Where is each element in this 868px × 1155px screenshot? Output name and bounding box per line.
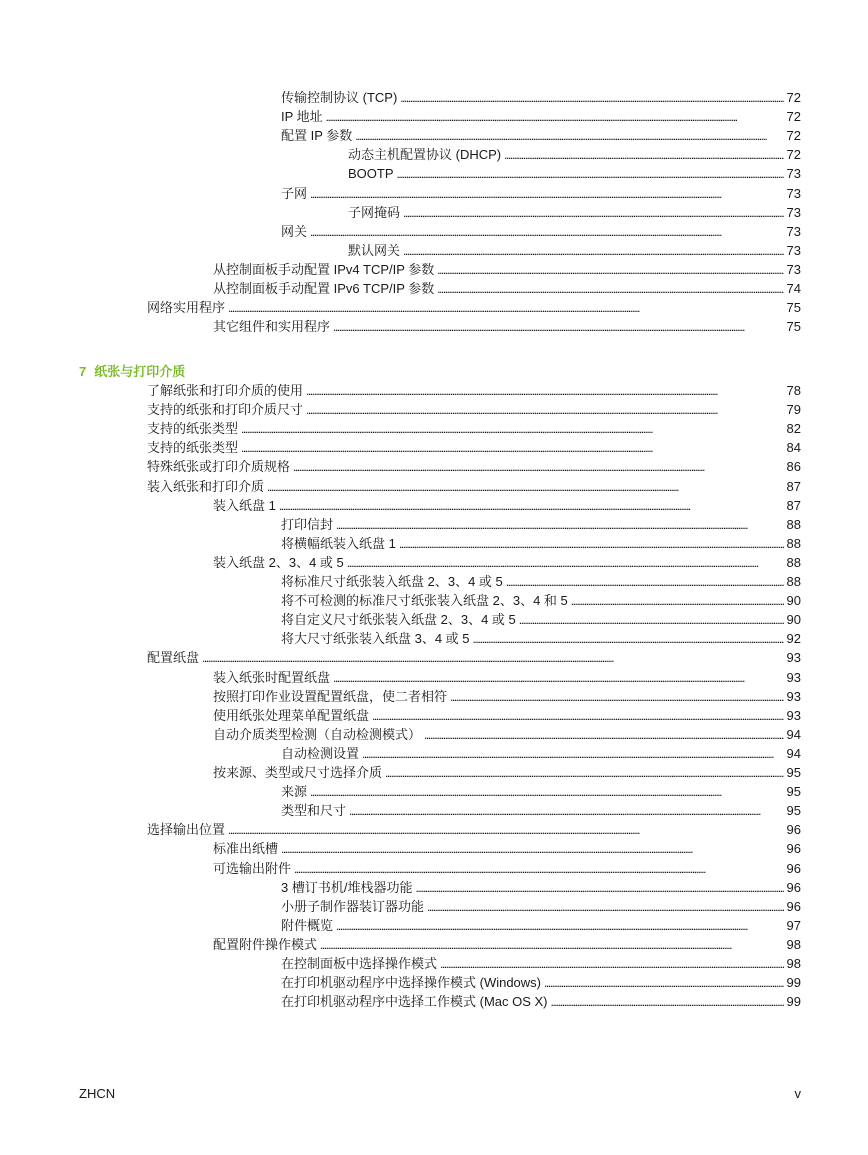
- dot-leader: [310, 222, 784, 242]
- dot-leader: [415, 878, 783, 898]
- toc-entry-page-number: 73: [786, 204, 801, 220]
- toc-entry-title: 将标准尺寸纸张装入纸盘 2、3、4 或 5: [281, 574, 503, 589]
- dot-leader: [320, 935, 784, 955]
- toc-entry-page-number: 82: [786, 421, 801, 437]
- footer-language-code: ZHCN: [79, 1086, 116, 1101]
- toc-entry-title: 装入纸盘 2、3、4 或 5: [213, 554, 344, 570]
- toc-entry[interactable]: [281, 572, 801, 591]
- dot-leader: [403, 203, 784, 223]
- dot-leader: [336, 515, 784, 535]
- toc-entry[interactable]: [281, 916, 801, 935]
- toc-entry-title: 支持的纸张类型: [147, 421, 239, 437]
- toc-entry-page-number: 96: [786, 841, 801, 857]
- toc-entry[interactable]: [281, 107, 801, 126]
- toc-entry[interactable]: [213, 260, 801, 279]
- toc-entry-title: 配置附件操作模式: [213, 936, 318, 952]
- toc-entry-page-number: 93: [786, 688, 801, 704]
- toc-entry[interactable]: [213, 935, 801, 954]
- dot-leader: [306, 381, 784, 401]
- dot-leader: [437, 260, 783, 280]
- toc-entry[interactable]: [281, 744, 801, 763]
- dot-leader: [450, 687, 784, 707]
- toc-entry-page-number: 93: [786, 650, 801, 666]
- footer-page-number: v: [794, 1086, 801, 1101]
- toc-entry-title: IP 地址: [281, 109, 323, 125]
- toc-entry[interactable]: [213, 725, 801, 744]
- toc-entry-page-number: 74: [786, 281, 801, 296]
- toc-entry[interactable]: [213, 496, 801, 515]
- dot-leader: [228, 298, 784, 318]
- toc-entry-page-number: 90: [786, 593, 801, 609]
- toc-entry-title: 标准出纸槽: [213, 841, 279, 857]
- toc-entry-page-number: 73: [786, 261, 801, 277]
- toc-entry-page-number: 79: [786, 402, 801, 418]
- dot-leader: [362, 744, 784, 764]
- dot-leader: [519, 610, 784, 630]
- toc-entry-title: 将横幅纸装入纸盘 1: [281, 535, 396, 551]
- toc-entry-title: 使用纸张处理菜单配置纸盘: [213, 707, 370, 723]
- toc-entry[interactable]: [281, 534, 801, 553]
- toc-entry-page-number: 90: [786, 612, 801, 628]
- toc-entry-page-number: 75: [786, 319, 801, 335]
- toc-entry-page-number: 73: [786, 166, 801, 182]
- toc-entry-page-number: 93: [786, 707, 801, 723]
- toc-entry[interactable]: [213, 553, 801, 572]
- dot-leader: [504, 145, 783, 165]
- toc-entry-title: 可选输出附件: [213, 860, 292, 876]
- toc-entry-title: 选择输出位置: [147, 822, 226, 838]
- toc-entry-title: 配置纸盘: [147, 650, 200, 666]
- toc-entry-title: 来源: [281, 784, 308, 800]
- dot-leader: [281, 839, 784, 859]
- toc-entry[interactable]: [147, 457, 801, 476]
- toc-entry-page-number: 88: [786, 535, 801, 551]
- toc-entry[interactable]: [147, 381, 801, 400]
- toc-entry-page-number: 95: [786, 803, 801, 819]
- dot-leader: [267, 477, 784, 497]
- toc-entry[interactable]: [147, 820, 801, 839]
- toc-entry[interactable]: [281, 782, 801, 801]
- toc-entry[interactable]: [281, 184, 801, 203]
- toc-entry[interactable]: [281, 610, 801, 629]
- toc-entry-title: 支持的纸张类型: [147, 440, 239, 456]
- toc-entry-page-number: 98: [786, 956, 801, 971]
- toc-entry[interactable]: [281, 992, 801, 1011]
- toc-entry-page-number: 99: [786, 994, 801, 1010]
- toc-entry[interactable]: [147, 648, 801, 667]
- toc-entry-page-number: 92: [786, 631, 801, 647]
- toc-entry-page-number: 72: [786, 147, 801, 163]
- toc-entry-title: 子网掩码: [348, 204, 401, 220]
- toc-entry-page-number: 93: [786, 669, 801, 685]
- dot-leader: [241, 438, 784, 458]
- toc-entry[interactable]: [348, 164, 801, 183]
- toc-entry[interactable]: [281, 126, 801, 145]
- dot-leader: [397, 164, 784, 184]
- toc-entry[interactable]: [281, 897, 801, 916]
- toc-entry-page-number: 87: [786, 478, 801, 494]
- toc-entry-page-number: 88: [786, 574, 801, 589]
- toc-entry[interactable]: [348, 145, 801, 164]
- toc-entry-page-number: 95: [786, 784, 801, 800]
- toc-entry-page-number: 88: [786, 554, 801, 570]
- dot-leader: [202, 648, 784, 668]
- toc-entry-title: 将自定义尺寸纸张装入纸盘 2、3、4 或 5: [281, 612, 516, 628]
- dot-leader: [385, 763, 784, 783]
- toc-entry[interactable]: [213, 859, 801, 878]
- toc-entry[interactable]: [213, 668, 801, 687]
- toc-entry-title: 打印信封: [281, 516, 334, 532]
- toc-entry-title: 从控制面板手动配置 IPv6 TCP/IP 参数: [213, 281, 435, 296]
- toc-entry-page-number: 87: [786, 497, 801, 513]
- toc-entry-page-number: 94: [786, 745, 801, 761]
- dot-leader: [306, 400, 784, 420]
- dot-leader: [347, 553, 784, 573]
- toc-entry[interactable]: [281, 515, 801, 534]
- toc-entry-page-number: 96: [786, 879, 801, 895]
- toc-entry-page-number: 72: [786, 109, 801, 125]
- toc-entry[interactable]: [147, 477, 801, 496]
- dot-leader: [333, 668, 784, 688]
- toc-entry-page-number: 86: [786, 459, 801, 475]
- toc-entry-page-number: 99: [786, 975, 801, 991]
- toc-entry-page-number: 96: [786, 822, 801, 838]
- dot-leader: [424, 725, 784, 745]
- toc-entry-title: 网络实用程序: [147, 300, 226, 316]
- toc-entry[interactable]: [213, 763, 801, 782]
- toc-entry[interactable]: [213, 317, 801, 336]
- toc-entry-title: 配置 IP 参数: [281, 128, 353, 144]
- toc-entry-title: 将大尺寸纸张装入纸盘 3、4 或 5: [281, 631, 470, 647]
- dot-leader: [349, 801, 784, 821]
- toc-entry-title: BOOTP: [348, 166, 394, 182]
- dot-leader: [437, 279, 783, 299]
- toc-entry[interactable]: [213, 279, 801, 298]
- toc-entry-title: 特殊纸张或打印介质规格: [147, 459, 291, 475]
- toc-entry[interactable]: [213, 706, 801, 725]
- toc-entry-page-number: 88: [786, 516, 801, 532]
- dot-leader: [400, 88, 783, 108]
- dot-leader: [228, 820, 784, 840]
- dot-leader: [403, 241, 784, 261]
- toc-entry[interactable]: [213, 687, 801, 706]
- dot-leader: [333, 317, 784, 337]
- toc-entry-page-number: 96: [786, 898, 801, 914]
- toc-entry[interactable]: [281, 222, 801, 241]
- toc-entry[interactable]: [281, 801, 801, 820]
- toc-entry[interactable]: [281, 973, 801, 992]
- toc-entry[interactable]: [147, 419, 801, 438]
- toc-entry-title: 从控制面板手动配置 IPv4 TCP/IP 参数: [213, 261, 435, 277]
- toc-entry-page-number: 95: [786, 765, 801, 780]
- toc-entry-page-number: 73: [786, 185, 801, 201]
- toc-entry-page-number: 73: [786, 223, 801, 239]
- dot-leader: [310, 184, 784, 204]
- toc-entry[interactable]: [281, 878, 801, 897]
- toc-entry[interactable]: [147, 400, 801, 419]
- toc-entry-title: 动态主机配置协议 (DHCP): [348, 147, 502, 163]
- toc-entry-title: 按照打印作业设置配置纸盘，使二者相符: [213, 688, 448, 704]
- toc-entry-page-number: 96: [786, 860, 801, 876]
- toc-entry-title: 装入纸盘 1: [213, 497, 276, 513]
- toc-entry-title: 按来源、类型或尺寸选择介质: [213, 765, 383, 780]
- toc-entry-title: 在打印机驱动程序中选择操作模式 (Windows): [281, 975, 542, 991]
- dot-leader: [279, 496, 784, 516]
- dot-leader: [544, 973, 784, 993]
- dot-leader: [326, 107, 784, 127]
- dot-leader: [506, 572, 784, 592]
- toc-entry[interactable]: [281, 629, 801, 648]
- toc-entry-title: 将不可检测的标准尺寸纸张装入纸盘 2、3、4 和 5: [281, 593, 568, 609]
- toc-entry-title: 在控制面板中选择操作模式: [281, 956, 438, 971]
- toc-entry[interactable]: [213, 839, 801, 858]
- dot-leader: [372, 706, 784, 726]
- toc-entry-title: 附件概览: [281, 917, 334, 933]
- toc-entry[interactable]: [348, 241, 801, 260]
- dot-leader: [473, 629, 784, 649]
- toc-entry-page-number: 84: [786, 440, 801, 456]
- toc-entry-title: 在打印机驱动程序中选择工作模式 (Mac OS X): [281, 994, 548, 1010]
- toc-entry-title: 类型和尺寸: [281, 803, 347, 819]
- toc-entry-title: 小册子制作器装订器功能: [281, 898, 425, 914]
- toc-entry-page-number: 72: [786, 90, 801, 105]
- dot-leader: [551, 992, 784, 1012]
- dot-leader: [310, 782, 784, 802]
- dot-leader: [336, 916, 784, 936]
- toc-entry-title: 3 槽订书机/堆栈器功能: [281, 879, 413, 895]
- toc-entry[interactable]: [281, 954, 801, 973]
- chapter-title: 纸张与打印介质: [94, 364, 186, 379]
- toc-entry-title: 支持的纸张和打印介质尺寸: [147, 402, 304, 418]
- toc-entry[interactable]: [147, 438, 801, 457]
- dot-leader: [440, 954, 784, 974]
- toc-entry-title: 自动检测设置: [281, 745, 360, 761]
- toc-entry-page-number: 75: [786, 300, 801, 316]
- toc-entry-page-number: 98: [786, 936, 801, 952]
- toc-entry-title: 默认网关: [348, 242, 401, 258]
- toc-entry-title: 其它组件和实用程序: [213, 319, 331, 335]
- dot-leader: [241, 419, 784, 439]
- toc-entry-title: 自动介质类型检测（自动检测模式）: [213, 726, 422, 742]
- toc-entry-title: 网关: [281, 223, 308, 239]
- chapter-heading: [79, 363, 185, 381]
- toc-entry-title: 子网: [281, 185, 308, 201]
- toc-entry-title: 装入纸张时配置纸盘: [213, 669, 331, 685]
- toc-entry-title: 装入纸张和打印介质: [147, 478, 265, 494]
- dot-leader: [294, 859, 784, 879]
- toc-entry[interactable]: [147, 298, 801, 317]
- toc-entry-page-number: 97: [786, 917, 801, 933]
- dot-leader: [399, 534, 784, 554]
- toc-entry-page-number: 73: [786, 242, 801, 258]
- toc-entry-page-number: 78: [786, 383, 801, 398]
- dot-leader: [355, 126, 783, 146]
- chapter-number: 7: [79, 364, 87, 379]
- dot-leader: [427, 897, 784, 917]
- toc-entry[interactable]: [348, 203, 801, 222]
- toc-entry-title: 传输控制协议 (TCP): [281, 90, 398, 105]
- dot-leader: [571, 591, 784, 611]
- toc-entry[interactable]: [281, 88, 801, 107]
- toc-entry[interactable]: [281, 591, 801, 610]
- toc-entry-page-number: 94: [786, 726, 801, 742]
- dot-leader: [293, 457, 784, 477]
- toc-entry-page-number: 72: [786, 128, 801, 144]
- toc-entry-title: 了解纸张和打印介质的使用: [147, 383, 304, 398]
